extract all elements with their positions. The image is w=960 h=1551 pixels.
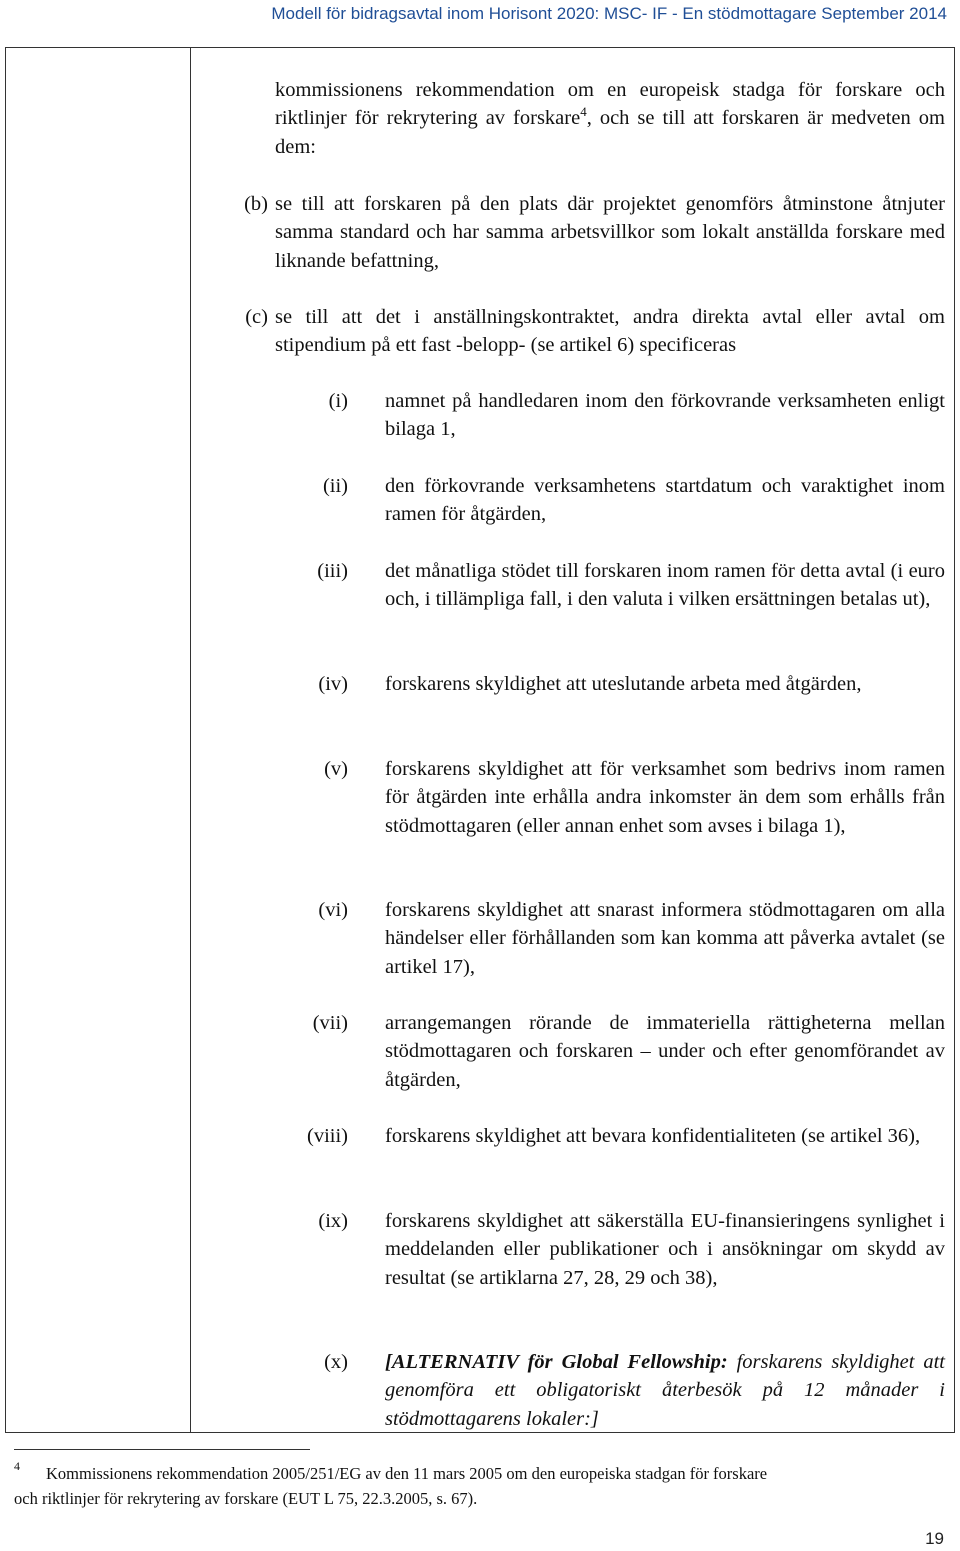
clause-b-text: se till att forskaren på den plats där projektet genomförs åtminstone åtnjuter samma standard och har samma arbetsvillkor som lokalt anställda forskare med liknande befattning, <box>275 193 945 272</box>
item-viii-label: (viii) <box>307 1125 348 1147</box>
item-x-rest: forskarens skyldighet att genomföra ett obligatoriskt återbesök på 12 månader i stödmottagarens lokaler:] <box>385 1351 945 1430</box>
intro-text-end: , och se till att forskaren är medveten om dem: <box>275 107 945 158</box>
item-iv-text: forskarens skyldighet att uteslutande arbeta med åtgärden, <box>385 673 862 695</box>
item-i-label: (i) <box>328 390 348 412</box>
footnote-line-1: Kommissionens rekommendation 2005/251/EG av den 11 mars 2005 om den europeiska stadgan för forskare <box>46 1464 768 1483</box>
table-column-divider <box>190 47 191 1433</box>
item-viii-text: forskarens skyldighet att bevara konfidentialiteten (se artikel 36), <box>385 1125 921 1147</box>
item-v-text: forskarens skyldighet att för verksamhet som bedrivs inom ramen för åtgärden inte erhålla andra inkomster än dem som erhålls från stödmottagaren (eller annan enhet som avses i bilaga 1), <box>385 758 945 837</box>
footnote-line-2: och riktlinjer för rekrytering av forskare (EUT L 75, 22.3.2005, s. 67). <box>14 1489 478 1508</box>
page-number: 19 <box>925 1529 944 1548</box>
item-x-text <box>385 1348 945 1433</box>
footnote-text <box>14 1461 946 1511</box>
document-header: Modell för bidragsavtal inom Horisont 2020: MSC- IF - En stödmottagare September 2014 <box>271 4 947 23</box>
item-vii-label: (vii) <box>312 1012 348 1034</box>
footnote-number: 4 <box>14 1459 20 1473</box>
item-iii-text: det månatliga stödet till forskaren inom ramen för detta avtal (i euro och, i tillämpliga fall, i den valuta i vilken ersättningen betalas ut), <box>385 560 945 611</box>
item-ii-text: den förkovrande verksamhetens startdatum och varaktighet inom ramen för åtgärden, <box>385 475 945 526</box>
clause-c-text: se till att det i anställningskontraktet, andra direkta avtal eller avtal om stipendium på ett fast -belopp- (se artikel 6) specificeras <box>275 306 945 357</box>
intro-text: kommissionens rekommendation om en europeisk stadga för forskare och riktlinjer för rekrytering av forskare <box>275 79 945 130</box>
item-i-text: namnet på handledaren inom den förkovrande verksamheten enligt bilaga 1, <box>385 390 945 441</box>
alternative-marker: [ALTERNATIV för Global Fellowship: <box>385 1351 728 1373</box>
item-iii-label: (iii) <box>317 560 348 582</box>
item-vi-label: (vi) <box>318 899 348 921</box>
item-v-label: (v) <box>324 758 348 780</box>
item-ii-label: (ii) <box>322 475 348 497</box>
clause-b-label: (b) <box>244 193 268 215</box>
intro-paragraph <box>275 76 945 161</box>
item-x-label: (x) <box>324 1351 348 1373</box>
footnote-reference[interactable]: 4 <box>580 104 587 120</box>
item-vii-text: arrangemangen rörande de immateriella rättigheterna mellan stödmottagaren och forskaren – under och efter genomförandet av åtgärden, <box>385 1012 945 1091</box>
clause-c-label: (c) <box>245 306 268 328</box>
item-vi-text: forskarens skyldighet att snarast informera stödmottagaren om alla händelser eller förhållanden som kan komma att påverka avtalet (se artikel 17), <box>385 899 945 978</box>
item-ix-label: (ix) <box>318 1210 348 1232</box>
item-iv-label: (iv) <box>318 673 348 695</box>
item-ix-text: forskarens skyldighet att säkerställa EU-finansieringens synlighet i meddelanden eller publikationer och i ansökningar om skydd av resultat (se artiklarna 27, 28, 29 och 38), <box>385 1210 945 1289</box>
footnote-separator <box>14 1449 310 1450</box>
